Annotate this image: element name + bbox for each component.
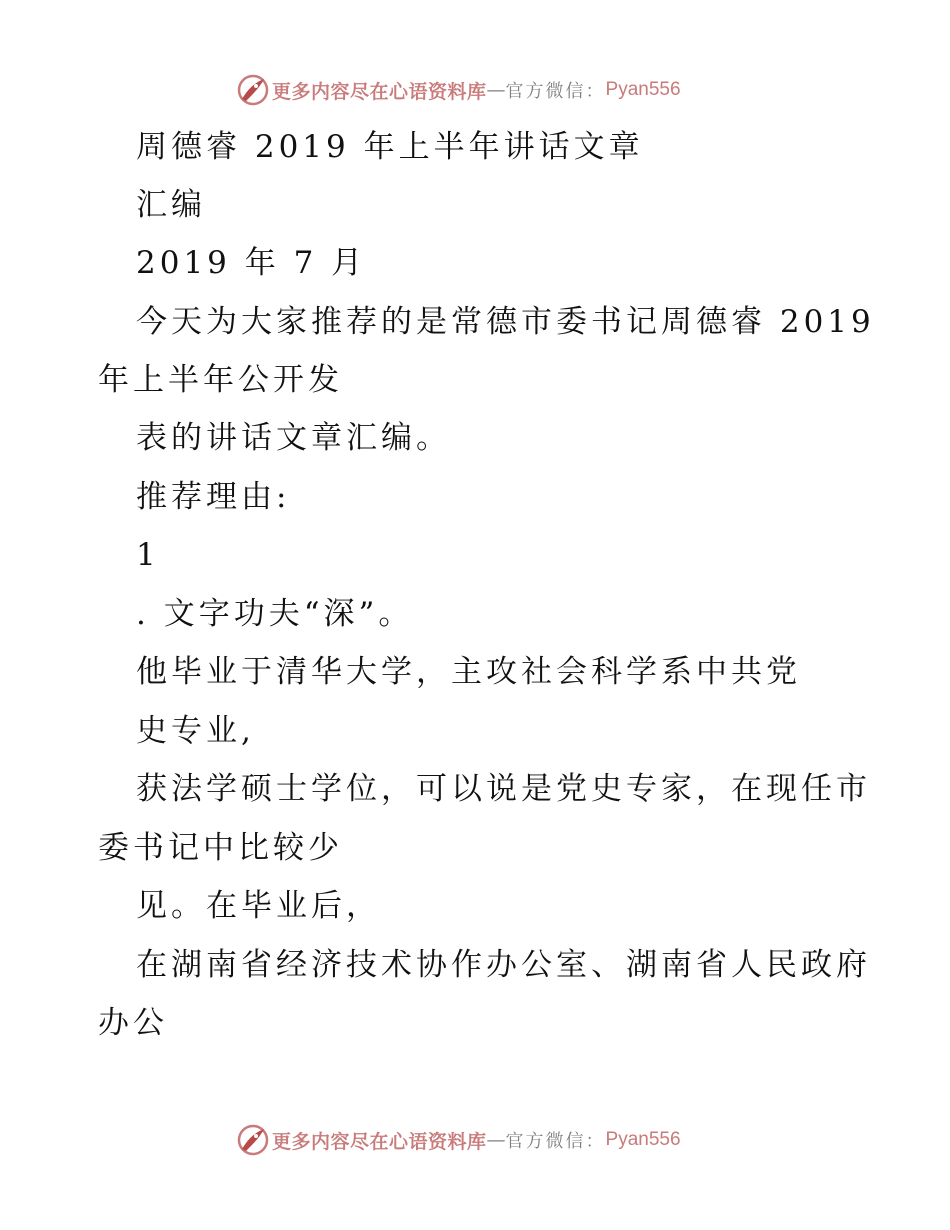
watermark-text: 更多内容尽在心语资料库: [272, 80, 487, 103]
watermark-wechat-id: Pyan556: [605, 79, 681, 100]
paragraph-line: 见。在毕业后，: [136, 888, 381, 924]
header-watermark: [236, 72, 756, 108]
paragraph-line: 他毕业于清华大学，主攻社会科学系中共党: [136, 654, 801, 690]
watermark-label: 官方微信：: [505, 1131, 606, 1152]
document-title-cont: 汇编: [136, 187, 206, 223]
document-title: 周德睿 2019 年上半年讲话文章: [136, 129, 644, 165]
watermark-label: 官方微信：: [505, 81, 606, 102]
document-date: 2019 年 7 月: [136, 245, 367, 281]
watermark-separator: —: [486, 1129, 506, 1151]
list-item-heading: . 文字功夫“深”。: [136, 596, 414, 632]
section-heading: 推荐理由:: [136, 479, 291, 515]
list-number: 1: [136, 537, 160, 573]
pen-nib-logo-icon: [236, 73, 270, 107]
watermark-separator: —: [486, 79, 506, 101]
paragraph-line: 史专业,: [136, 713, 255, 749]
paragraph-line: 委书记中比较少: [98, 830, 343, 866]
paragraph-line: 办公: [98, 1005, 168, 1041]
paragraph-line: 表的讲话文章汇编。: [136, 420, 451, 456]
watermark-text: 更多内容尽在心语资料库: [272, 1130, 487, 1153]
paragraph-line: 年上半年公开发: [98, 362, 343, 398]
paragraph-line: 在湖南省经济技术协作办公室、湖南省人民政府: [136, 947, 871, 983]
paragraph-line: 获法学硕士学位，可以说是党史专家，在现任市: [136, 771, 871, 807]
paragraph-line: 今天为大家推荐的是常德市委书记周德睿 2019: [136, 304, 875, 340]
watermark-wechat-id: Pyan556: [605, 1129, 681, 1150]
pen-nib-logo-icon: [236, 1123, 270, 1157]
footer-watermark: [236, 1122, 756, 1158]
